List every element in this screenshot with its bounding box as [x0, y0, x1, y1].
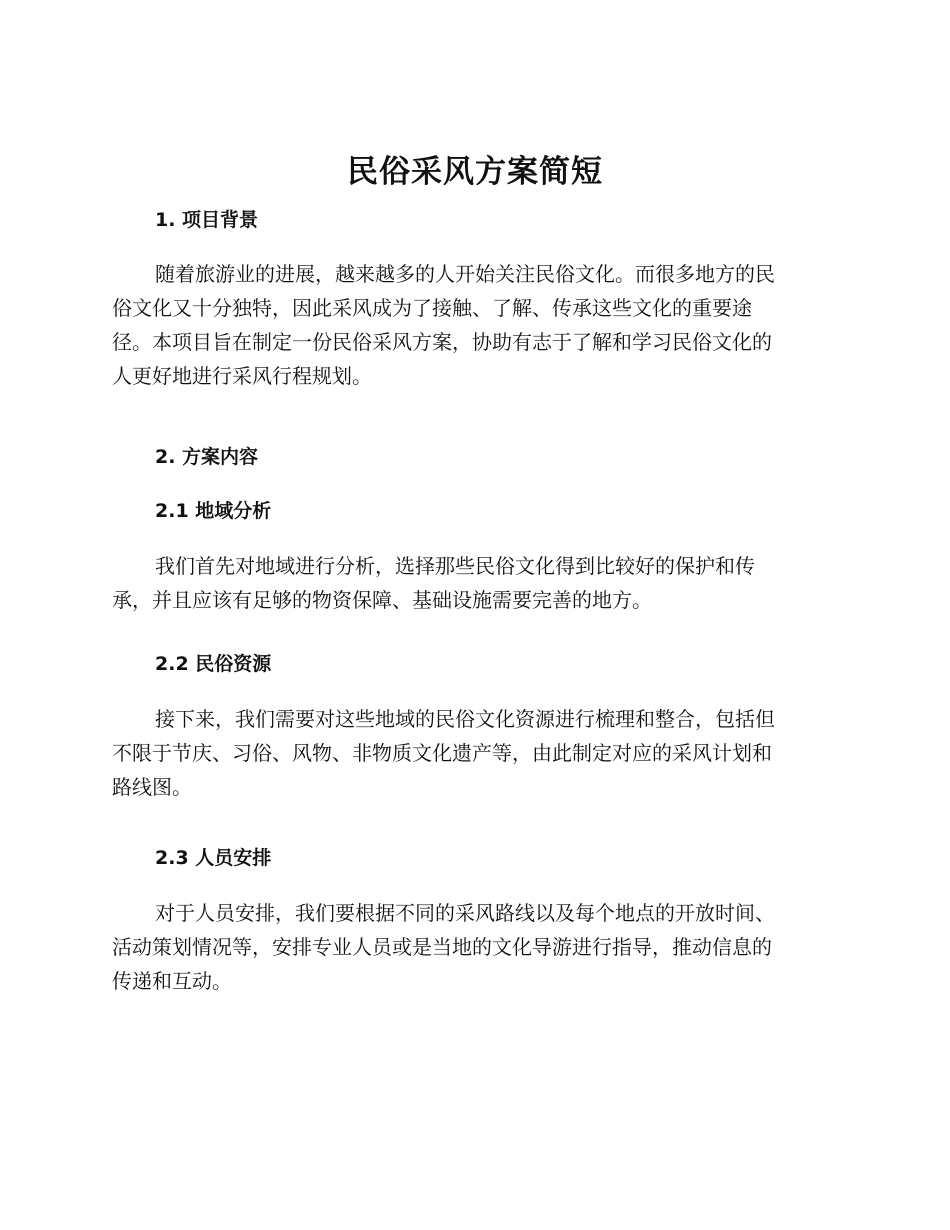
paragraph-line: 接下来，我们需要对这些地域的民俗文化资源进行梳理和整合，包括但: [155, 707, 775, 731]
paragraph-line: 对于人员安排，我们要根据不同的采风路线以及每个地点的开放时间、: [155, 901, 775, 925]
paragraph-line: 我们首先对地域进行分析，选择那些民俗文化得到比较好的保护和传: [155, 554, 755, 578]
paragraph-line: 路线图。: [112, 775, 192, 799]
paragraph-line: 俗文化又十分独特，因此采风成为了接触、了解、传承这些文化的重要途: [112, 296, 752, 320]
paragraph-line: 随着旅游业的进展，越来越多的人开始关注民俗文化。而很多地方的民: [155, 262, 775, 286]
paragraph-line: 承，并且应该有足够的物资保障、基础设施需要完善的地方。: [112, 588, 652, 612]
paragraph-line: 传递和互动。: [112, 969, 232, 993]
paragraph-folk-resources: [112, 702, 830, 804]
section-heading-plan-content: 2. 方案内容: [155, 446, 259, 468]
paragraph-line: 活动策划情况等，安排专业人员或是当地的文化导游进行指导，推动信息的: [112, 935, 772, 959]
section-heading-project-background: 1. 项目背景: [155, 209, 259, 231]
section-heading-region-analysis: 2.1 地域分析: [155, 500, 272, 522]
paragraph-line: 不限于节庆、习俗、风物、非物质文化遗产等，由此制定对应的采风计划和: [112, 741, 772, 765]
section-heading-folk-resources: 2.2 民俗资源: [155, 653, 272, 675]
paragraph-project-background: [112, 257, 830, 393]
document-title: 民俗采风方案简短: [347, 154, 603, 190]
section-heading-staffing: 2.3 人员安排: [155, 847, 272, 869]
paragraph-region-analysis: [112, 549, 830, 617]
paragraph-line: 人更好地进行采风行程规划。: [112, 364, 372, 388]
paragraph-staffing: [112, 896, 830, 998]
paragraph-line: 径。本项目旨在制定一份民俗采风方案，协助有志于了解和学习民俗文化的: [112, 330, 772, 354]
